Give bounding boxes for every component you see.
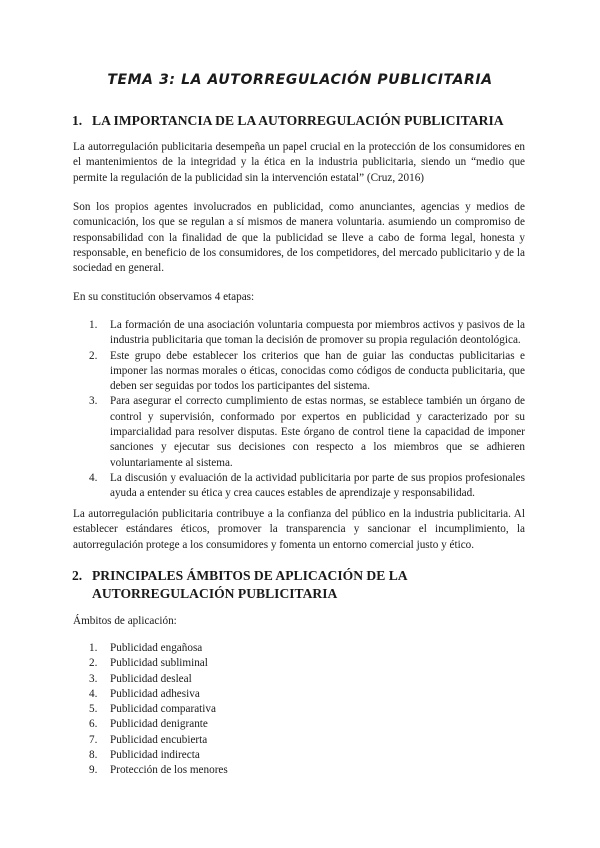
stages-list — [89, 318, 525, 502]
list-item: 6. Publicidad denigrante — [89, 718, 208, 731]
section-1-heading-text: LA IMPORTANCIA DE LA AUTORREGULACIÓN PUBLICITARIA — [92, 113, 504, 128]
list-item: 9. Protección de los menores — [89, 764, 228, 777]
list-item: 3. Para asegurar el correcto cumplimiento de estas normas, se establece también un órgano de control y supervisión, conformado por expertos en publicidad y caracterizado por su imparcialidad para resolver disputas. Este órgano de control tiene la capacidad de imponer sanciones y ejecutar sus decisiones con respecto a los miembros que se adhieren voluntariamente al sistema. — [89, 395, 525, 469]
list-item: 5. Publicidad comparativa — [89, 703, 216, 716]
scope-list — [89, 641, 525, 779]
section-1-paragraph-3: En su constitución observamos 4 etapas: — [73, 291, 255, 303]
section-2-heading-text: PRINCIPALES ÁMBITOS DE APLICACIÓN DE LA AUTORREGULACIÓN PUBLICITARIA — [92, 568, 407, 601]
section-1-heading — [72, 112, 532, 130]
list-item: 3. Publicidad desleal — [89, 672, 192, 685]
section-1-number: 1. — [72, 113, 83, 128]
section-1-paragraph-1: La autorregulación publicitaria desempeña un papel crucial en la protección de los consumidores en el mantenimientos de la integridad y la ética en la industria publicitaria, siendo un “medio que permite la regulación de la publicidad sin la intervención estatal” (Cruz, 2016) — [73, 141, 525, 184]
section-2-intro: Ámbitos de aplicación: — [73, 615, 177, 627]
list-item: 2. Publicidad subliminal — [89, 657, 208, 670]
list-item: 1. La formación de una asociación voluntaria compuesta por miembros activos y pasivos de la industria publicitaria que toman la decisión de promover su propia regulación deontológica. — [89, 319, 525, 347]
list-item: 8. Publicidad indirecta — [89, 749, 200, 762]
section-2-number: 2. — [72, 568, 83, 583]
document-title: TEMA 3: LA AUTORREGULACIÓN PUBLICITARIA — [107, 72, 493, 88]
list-item: 4. La discusión y evaluación de la actividad publicitaria por parte de sus propios profesionales ayuda a entender su ética y crea cauces estables de aprendizaje y responsabilidad. — [89, 471, 525, 500]
list-item: 7. Publicidad encubierta — [89, 733, 208, 746]
section-1-paragraph-2: Son los propios agentes involucrados en publicidad, como anunciantes, agencias y medios de comunicación, los que se regulan a sí mismos de manera voluntaria. asumiendo un compromiso de responsabilidad con la finalidad de que la publicidad se lleve a cabo de forma legal, honesta y responsable, en beneficio de los consumidores, de los competidores, del mercado publicitario y de la sociedad en general. — [73, 201, 525, 275]
list-item: 1. Publicidad engañosa — [89, 642, 203, 654]
list-item: 4. Publicidad adhesiva — [89, 687, 200, 700]
list-item: 2. Este grupo debe establecer los criterios que han de guiar las conductas publicitarias e imponer las normas morales o éticas, conocidas como códigos de conducta publicitaria, que deben ser seguidas por todos los participantes del sistema. — [89, 349, 525, 393]
section-1-paragraph-4: La autorregulación publicitaria contribuye a la confianza del público en la industria publicitaria. Al establecer estándares éticos, promover la transparencia y sancionar el incumplimiento, la autorregulación protege a los consumidores y fomenta un entorno comercial justo y ético. — [73, 508, 525, 551]
section-2-heading — [72, 567, 532, 603]
